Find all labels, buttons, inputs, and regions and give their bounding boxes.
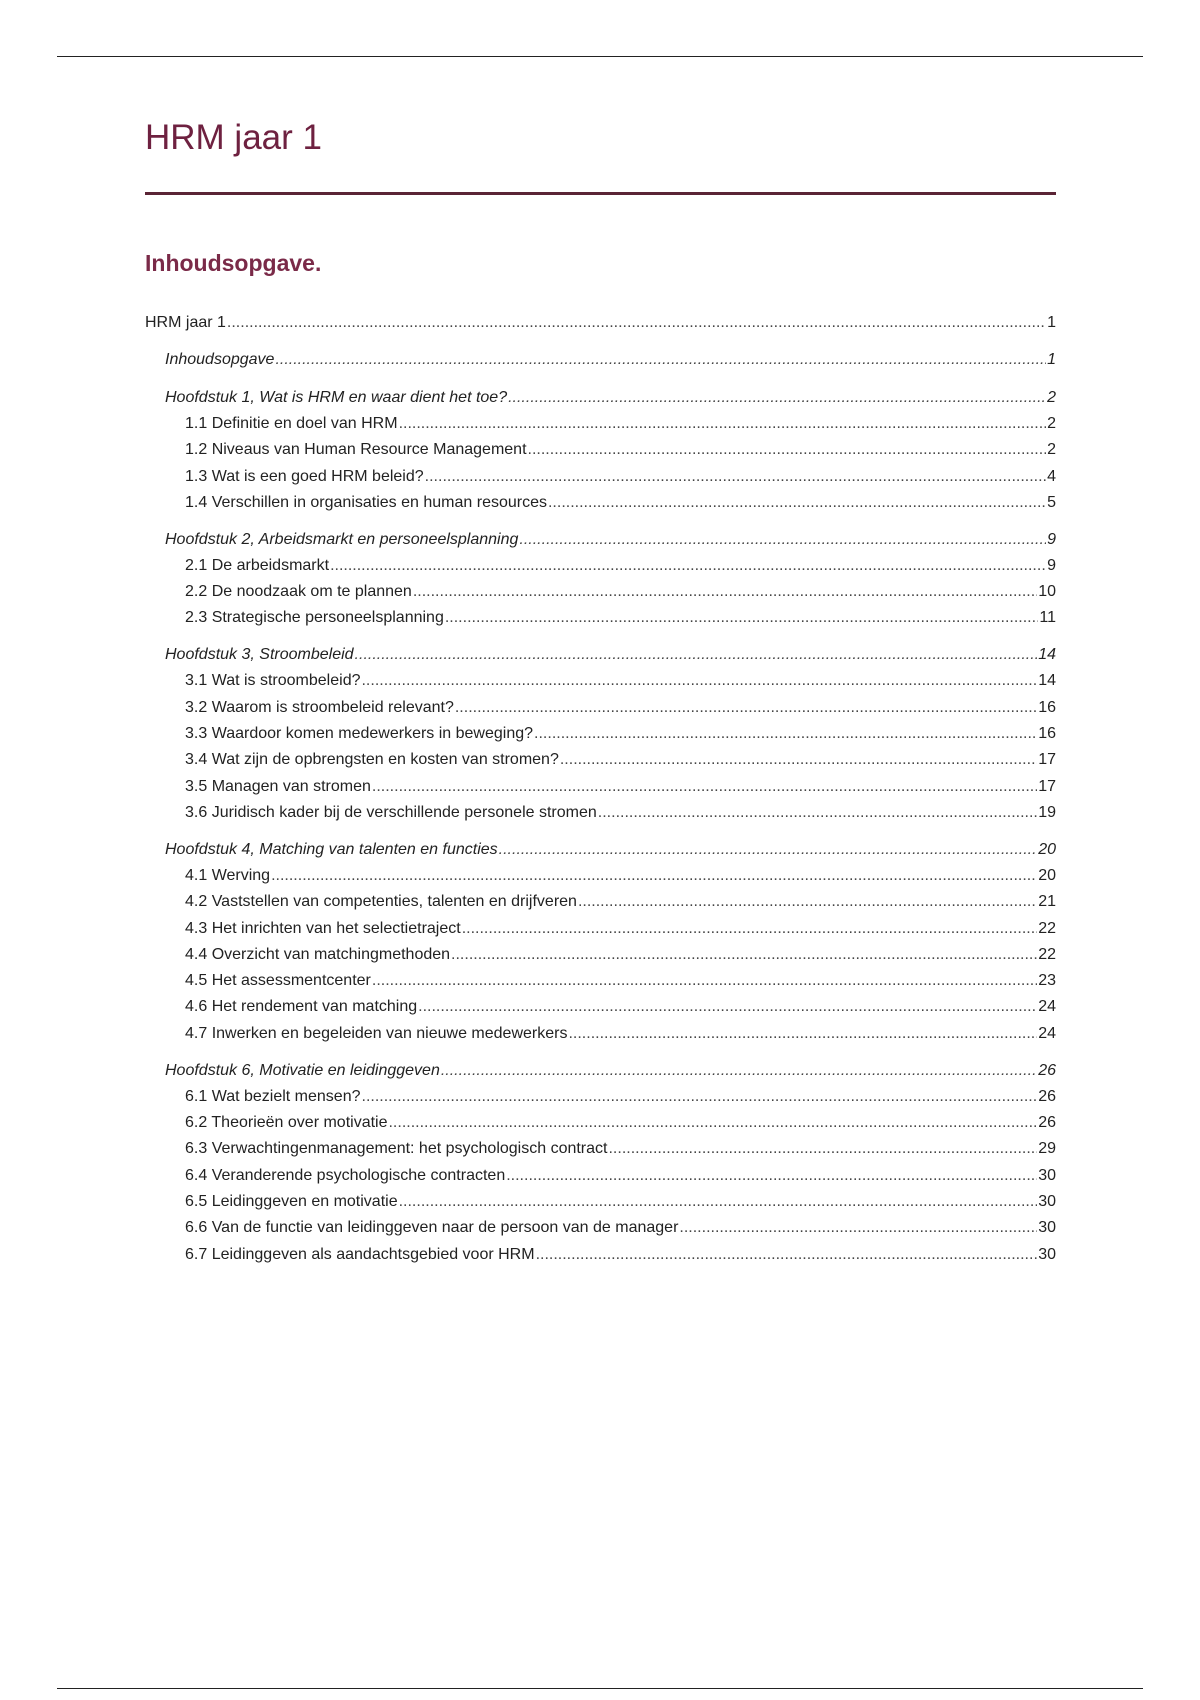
toc-entry-title: 6.1 Wat bezielt mensen?: [185, 1087, 361, 1105]
toc-dot-leader: [441, 1058, 1037, 1084]
toc-dot-leader: [455, 695, 1037, 721]
toc-entry[interactable]: [145, 579, 1056, 605]
toc-entry[interactable]: [145, 411, 1056, 437]
toc-entry[interactable]: [145, 800, 1056, 837]
toc-page-number: 26: [1038, 1087, 1056, 1105]
toc-page-number: 19: [1038, 803, 1056, 821]
toc-entry[interactable]: [145, 747, 1056, 773]
toc-entry[interactable]: [145, 774, 1056, 800]
toc-entry-title: 2.2 De noodzaak om te plannen: [185, 583, 412, 601]
toc-dot-leader: [560, 747, 1037, 773]
toc-dot-leader: [361, 668, 1037, 694]
toc-dot-leader: [534, 721, 1037, 747]
toc-entry-title: 3.6 Juridisch kader bij de verschillende personele stromen: [185, 803, 597, 821]
toc-dot-leader: [536, 1242, 1038, 1268]
toc-page-number: 22: [1038, 945, 1056, 963]
toc-dot-leader: [506, 1163, 1037, 1189]
toc-page-number: 21: [1038, 893, 1056, 911]
toc-heading: Inhoudsopgave.: [145, 250, 322, 276]
toc-entry-title: 4.1 Werving: [185, 866, 271, 884]
toc-dot-leader: [355, 642, 1038, 668]
toc-dot-leader: [508, 385, 1046, 411]
toc-page-number: 16: [1038, 698, 1056, 716]
toc-dot-leader: [413, 579, 1037, 605]
toc-entry-title: Inhoudsopgave: [165, 351, 275, 368]
toc-page-number: 22: [1038, 919, 1056, 937]
table-of-contents: [145, 310, 1056, 1279]
toc-page-number: 11: [1039, 609, 1056, 627]
toc-entry[interactable]: [145, 605, 1056, 642]
toc-entry-title: 4.6 Het rendement van matching: [185, 998, 418, 1016]
toc-entry[interactable]: [145, 464, 1056, 490]
toc-entry-title: Hoofdstuk 4, Matching van talenten en functies: [165, 840, 498, 858]
toc-entry-title: 1.2 Niveaus van Human Resource Management: [185, 441, 527, 459]
toc-entry-title: Hoofdstuk 1, Wat is HRM en waar dient het toe?: [165, 389, 508, 406]
toc-page-number: 17: [1038, 751, 1056, 769]
toc-entry[interactable]: [145, 1021, 1056, 1058]
toc-dot-leader: [445, 605, 1039, 631]
toc-page-number: 14: [1038, 672, 1056, 690]
document-title: HRM jaar 1: [145, 118, 322, 157]
toc-entry-title: 1.4 Verschillen in organisaties en human resources: [185, 493, 547, 511]
toc-entry-title: 6.4 Veranderende psychologische contracten: [185, 1166, 506, 1184]
toc-entry-title: 3.2 Waarom is stroombeleid relevant?: [185, 698, 454, 716]
toc-entry[interactable]: [145, 668, 1056, 694]
toc-entry[interactable]: [145, 889, 1056, 915]
toc-entry-title: 6.5 Leidinggeven en motivatie: [185, 1192, 398, 1210]
toc-entry-title: 4.7 Inwerken en begeleiden van nieuwe medewerkers: [185, 1024, 568, 1042]
toc-entry[interactable]: [145, 1084, 1056, 1110]
toc-entry[interactable]: [145, 437, 1056, 463]
toc-entry[interactable]: [145, 347, 1056, 385]
toc-entry[interactable]: [145, 863, 1056, 889]
toc-entry-title: 2.3 Strategische personeelsplanning: [185, 609, 444, 627]
toc-entry[interactable]: [145, 916, 1056, 942]
toc-entry-title: 3.3 Waardoor komen medewerkers in beweging?: [185, 725, 534, 743]
toc-dot-leader: [362, 1084, 1038, 1110]
toc-entry-title: HRM jaar 1: [145, 314, 226, 331]
toc-dot-leader: [271, 863, 1037, 889]
toc-page-number: 26: [1038, 1114, 1056, 1132]
toc-dot-leader: [598, 800, 1037, 826]
toc-page-number: 9: [1047, 530, 1056, 548]
toc-entry[interactable]: [145, 942, 1056, 968]
toc-page-number: 29: [1038, 1140, 1056, 1158]
toc-entry-title: 2.1 De arbeidsmarkt: [185, 556, 330, 574]
toc-entry-title: 3.5 Managen van stromen: [185, 777, 371, 795]
toc-page-number: 1: [1047, 351, 1056, 368]
title-underline: [145, 192, 1056, 195]
toc-page-number: 5: [1047, 493, 1056, 511]
toc-page-number: 2: [1047, 389, 1056, 406]
toc-dot-leader: [499, 837, 1038, 863]
toc-dot-leader: [418, 994, 1037, 1020]
page-top-rule: [57, 56, 1143, 57]
toc-entry[interactable]: [145, 1242, 1056, 1279]
toc-entry-title: 6.3 Verwachtingenmanagement: het psychologisch contract: [185, 1140, 608, 1158]
toc-dot-leader: [399, 411, 1047, 437]
toc-page-number: 17: [1038, 777, 1056, 795]
toc-entry-title: 1.3 Wat is een goed HRM beleid?: [185, 467, 424, 485]
toc-dot-leader: [451, 942, 1037, 968]
toc-page-number: 16: [1038, 725, 1056, 743]
page-bottom-rule: [57, 1688, 1143, 1689]
toc-dot-leader: [548, 490, 1046, 516]
toc-entry[interactable]: [145, 1110, 1056, 1136]
toc-entry-title: Hoofdstuk 6, Motivatie en leidinggeven: [165, 1061, 440, 1079]
toc-page-number: 30: [1038, 1192, 1056, 1210]
toc-page-number: 20: [1038, 866, 1056, 884]
toc-entry[interactable]: [145, 1189, 1056, 1215]
toc-entry[interactable]: [145, 968, 1056, 994]
toc-entry[interactable]: [145, 527, 1056, 553]
toc-dot-leader: [372, 968, 1037, 994]
toc-page-number: 30: [1038, 1245, 1056, 1263]
toc-entry[interactable]: [145, 721, 1056, 747]
toc-dot-leader: [388, 1110, 1037, 1136]
toc-dot-leader: [227, 310, 1046, 336]
toc-entry-title: Hoofdstuk 2, Arbeidsmarkt en personeelsplanning: [165, 530, 519, 548]
toc-entry[interactable]: [145, 642, 1056, 668]
toc-page-number: 1: [1047, 314, 1056, 331]
toc-dot-leader: [275, 347, 1046, 373]
toc-entry[interactable]: [145, 695, 1056, 721]
toc-dot-leader: [462, 916, 1038, 942]
toc-entry[interactable]: [145, 553, 1056, 579]
toc-dot-leader: [679, 1215, 1037, 1241]
toc-page-number: 2: [1047, 441, 1056, 459]
toc-entry-title: 3.1 Wat is stroombeleid?: [185, 672, 361, 690]
toc-page-number: 2: [1047, 415, 1056, 432]
toc-dot-leader: [608, 1136, 1037, 1162]
toc-entry[interactable]: [145, 310, 1056, 347]
toc-entry-title: 1.1 Definitie en doel van HRM: [185, 415, 398, 432]
toc-entry[interactable]: [145, 837, 1056, 863]
toc-page-number: 9: [1047, 556, 1056, 574]
toc-entry-title: 4.3 Het inrichten van het selectietraject: [185, 919, 461, 937]
toc-dot-leader: [528, 437, 1047, 463]
toc-entry[interactable]: [145, 1136, 1056, 1162]
toc-page-number: 26: [1038, 1061, 1056, 1079]
toc-entry[interactable]: [145, 1058, 1056, 1084]
toc-dot-leader: [399, 1189, 1038, 1215]
toc-page-number: 20: [1038, 840, 1056, 858]
toc-entry[interactable]: [145, 490, 1056, 527]
toc-entry[interactable]: [145, 385, 1056, 411]
toc-entry[interactable]: [145, 1215, 1056, 1241]
toc-dot-leader: [330, 553, 1046, 579]
toc-entry-title: 4.5 Het assessmentcenter: [185, 972, 371, 990]
toc-entry-title: 4.2 Vaststellen van competenties, talenten en drijfveren: [185, 893, 577, 911]
toc-page-number: 23: [1038, 972, 1056, 990]
toc-dot-leader: [519, 527, 1046, 553]
toc-entry-title: 3.4 Wat zijn de opbrengsten en kosten van stromen?: [185, 751, 559, 769]
toc-page-number: 14: [1038, 646, 1056, 664]
toc-entry-title: Hoofdstuk 3, Stroombeleid: [165, 646, 354, 664]
toc-page-number: 10: [1038, 583, 1056, 601]
toc-entry-title: 6.2 Theorieën over motivatie: [185, 1114, 388, 1132]
toc-entry[interactable]: [145, 994, 1056, 1020]
toc-dot-leader: [425, 464, 1046, 490]
toc-page-number: 24: [1038, 998, 1056, 1016]
toc-entry-title: 6.7 Leidinggeven als aandachtsgebied voor HRM: [185, 1245, 535, 1263]
toc-entry-title: 6.6 Van de functie van leidinggeven naar de persoon van de manager: [185, 1219, 679, 1237]
toc-dot-leader: [372, 774, 1037, 800]
toc-page-number: 30: [1038, 1219, 1056, 1237]
toc-dot-leader: [568, 1021, 1037, 1047]
toc-entry-title: 4.4 Overzicht van matchingmethoden: [185, 945, 451, 963]
toc-page-number: 30: [1038, 1166, 1056, 1184]
toc-dot-leader: [578, 889, 1037, 915]
toc-entry[interactable]: [145, 1163, 1056, 1189]
toc-page-number: 4: [1047, 467, 1056, 485]
toc-page-number: 24: [1038, 1024, 1056, 1042]
